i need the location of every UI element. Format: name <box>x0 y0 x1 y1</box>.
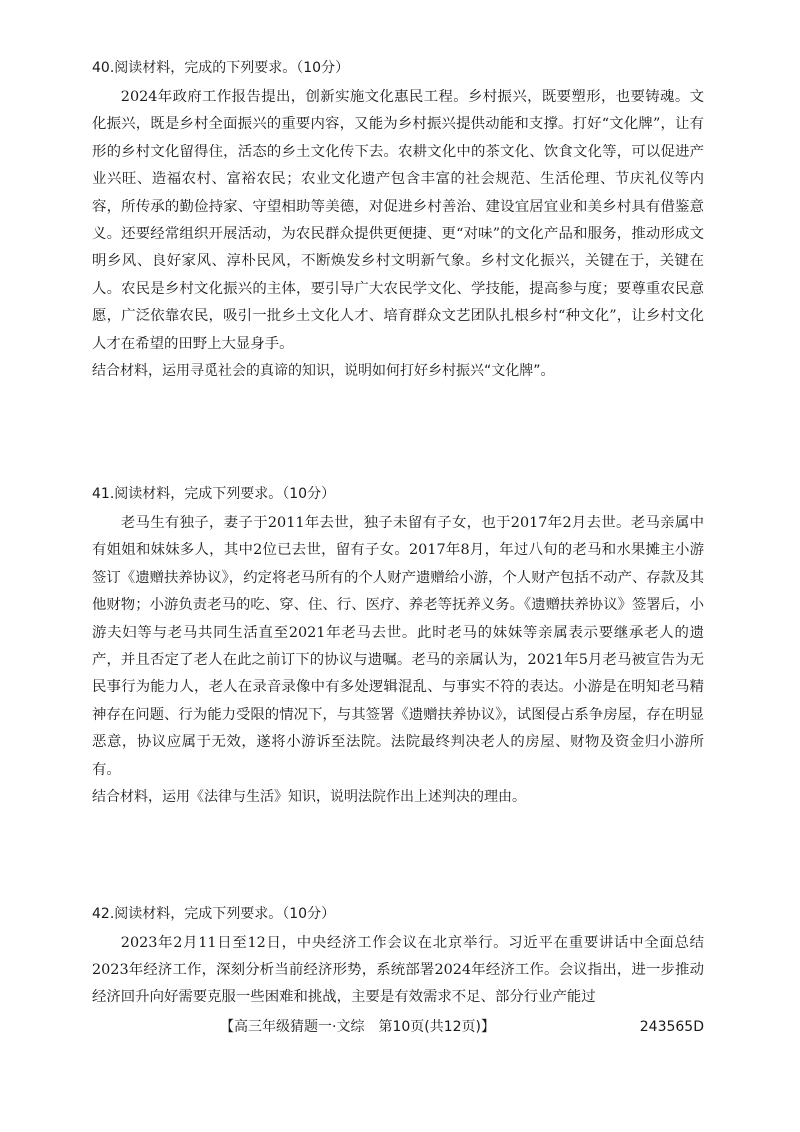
question-41 <box>92 484 704 810</box>
footer-exam-label: 【高三年级猜题一·文综 第10页(共12页)】 <box>220 1019 496 1035</box>
question-41-task: 结合材料，运用《法律与生活》知识，说明法院作出上述判决的理由。 <box>92 789 526 806</box>
question-42-material: 2023年2月11日至12日，中央经济工作会议在北京举行。习近平在重要讲话中全面总结2023年经济工作，深刻分析当前经济形势，系统部署2024年经济工作。会议指出，进一步推动经济回升向好需要克服一些困难和挑战，主要是有效需求不足、部分行业产能过 <box>92 935 704 1005</box>
question-42 <box>92 904 704 1011</box>
question-41-title: 41.阅读材料，完成下列要求。（10分） <box>92 486 336 502</box>
question-40-task: 结合材料，运用寻觅社会的真谛的知识，说明如何打好乡村振兴“文化牌”。 <box>92 363 555 380</box>
question-40-title: 40.阅读材料，完成的下列要求。（10分） <box>92 60 350 76</box>
question-42-title: 42.阅读材料，完成下列要求。（10分） <box>92 906 336 922</box>
question-40 <box>92 58 704 384</box>
question-41-material: 老马生有独子，妻子于2011年去世，独子未留有子女，也于2017年2月去世。老马亲属中有姐姐和妹妹多人，其中2位已去世，留有子女。2017年8月，年过八旬的老马和水果摊主小游签订《遗赠扶养协议》，约定将老马所有的个人财产遗赠给小游，个人财产包括不动产、存款及其他财物；小游负责老马的吃、穿、住、行、医疗、养老等抚养义务。《遗赠扶养协议》签署后，小游夫妇等与老马共同生活直至2021年老马去世。此时老马的妹妹等亲属表示要继承老人的遗产，并且否定了老人在此之前订下的协议与遗嘱。老马的亲属认为，2021年5月老马被宣告为无民事行为能力人，老人在录音录像中有多处逻辑混乱、与事实不符的表达。小游是在明知老马精神存在问题、行为能力受限的情况下，与其签署《遗赠扶养协议》，试图侵占系争房屋，存在明显恶意，协议应属于无效，遂将小游诉至法院。法院最终判决老人的房屋、财物及资金归小游所有。 <box>92 515 704 778</box>
question-40-material: 2024年政府工作报告提出，创新实施文化惠民工程。乡村振兴，既要塑形，也要铸魂。文化振兴，既是乡村全面振兴的重要内容，又能为乡村振兴提供动能和支撑。打好“文化牌”，让有形的乡村文化留得住，活态的乡土文化传下去。农耕文化中的茶文化、饮食文化等，可以促进产业兴旺、造福农村、富裕农民；农业文化遗产包含丰富的社会规范、生活伦理、节庆礼仪等内容，所传承的勤俭持家、守望相助等美德，对促进乡村善治、建设宜居宜业和美乡村具有借鉴意义。还要经常组织开展活动，为农民群众提供更便捷、更“对味”的文化产品和服务，推动形成文明乡风、良好家风、淳朴民风，不断焕发乡村文明新气象。乡村文化振兴，关键在于，关键在人。农民是乡村文化振兴的主体，要引导广大农民学文化、学技能，提高参与度；要尊重农民意愿，广泛依靠农民，吸引一批乡土文化人才、培育群众文艺团队扎根乡村“种文化”，让乡村文化人才在希望的田野上大显身手。 <box>92 89 704 352</box>
footer-paper-code: 243565D <box>639 1019 704 1035</box>
